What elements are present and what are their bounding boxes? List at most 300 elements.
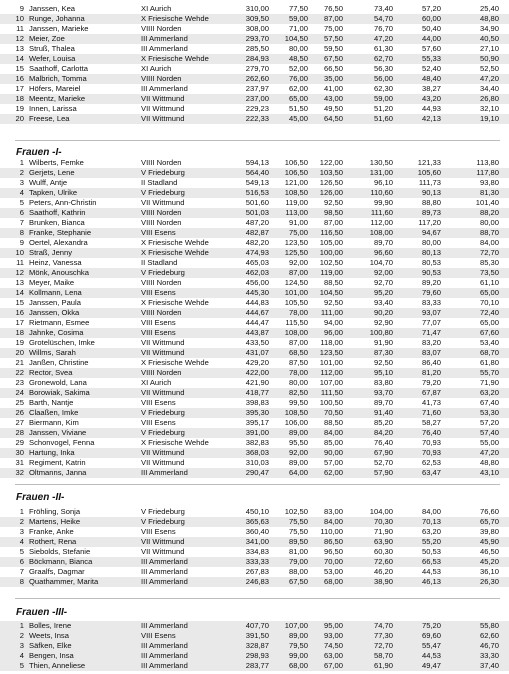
score-2-cell: 111,50 <box>320 388 343 397</box>
score-2-cell: 66,50 <box>323 64 343 73</box>
club-cell: V Friedeburg <box>141 188 185 197</box>
athlete-name-cell: Wefer, Louisa <box>29 54 76 63</box>
table-row <box>0 318 509 328</box>
score-3-cell: 56,30 <box>373 64 393 73</box>
score-3-cell: 100,80 <box>369 328 393 337</box>
score-4-cell: 58,27 <box>421 418 441 427</box>
athlete-name-cell: Runge, Johanna <box>29 14 85 23</box>
score-3-cell: 131,00 <box>369 168 393 177</box>
athlete-name-cell: Wilberts, Femke <box>29 158 84 167</box>
athlete-name-cell: Hartung, Inka <box>29 448 75 457</box>
score-1-cell: 89,00 <box>288 458 308 467</box>
score-5-cell: 37,40 <box>479 661 499 670</box>
athlete-name-cell: Struß, Thalea <box>29 44 75 53</box>
score-3-cell: 93,40 <box>373 298 393 307</box>
score-4-cell: 88,80 <box>421 198 441 207</box>
score-4-cell: 60,00 <box>421 14 441 23</box>
score-5-cell: 63,20 <box>479 388 499 397</box>
score-2-cell: 68,00 <box>323 577 343 586</box>
athlete-name-cell: Gerjets, Lene <box>29 168 75 177</box>
total-score-cell: 293,70 <box>245 34 269 43</box>
score-3-cell: 72,70 <box>373 641 393 650</box>
score-2-cell: 84,00 <box>323 428 343 437</box>
score-1-cell: 62,00 <box>288 84 308 93</box>
club-cell: III Ammerland <box>141 34 188 43</box>
score-4-cell: 77,07 <box>421 318 441 327</box>
score-2-cell: 92,50 <box>323 198 343 207</box>
rank-cell: 20 <box>15 348 24 357</box>
table-row <box>0 527 509 537</box>
club-cell: VIIII Norden <box>141 24 182 33</box>
score-4-cell: 55,33 <box>421 54 441 63</box>
score-5-cell: 39,80 <box>479 527 499 536</box>
score-5-cell: 40,50 <box>479 34 499 43</box>
athlete-name-cell: Meyer, Maike <box>29 278 75 287</box>
total-score-cell: 450,10 <box>245 507 269 516</box>
score-2-cell: 70,00 <box>323 557 343 566</box>
score-5-cell: 34,90 <box>479 24 499 33</box>
score-3-cell: 89,70 <box>373 398 393 407</box>
score-1-cell: 80,00 <box>288 44 308 53</box>
table-row <box>0 94 509 104</box>
total-score-cell: 445,30 <box>245 288 269 297</box>
score-2-cell: 123,50 <box>319 348 343 357</box>
rank-cell: 7 <box>19 567 24 576</box>
rank-cell: 13 <box>15 278 24 287</box>
score-1-cell: 107,00 <box>284 621 308 630</box>
score-2-cell: 103,50 <box>319 168 343 177</box>
score-5-cell: 55,80 <box>479 621 499 630</box>
score-1-cell: 92,00 <box>288 448 308 457</box>
score-2-cell: 110,00 <box>320 527 343 536</box>
table-row <box>0 228 509 238</box>
score-2-cell: 112,00 <box>320 368 343 377</box>
score-1-cell: 95,50 <box>288 438 308 447</box>
score-2-cell: 126,00 <box>319 188 343 197</box>
total-score-cell: 308,00 <box>245 24 269 33</box>
table-row <box>0 298 509 308</box>
score-1-cell: 108,00 <box>284 328 308 337</box>
score-2-cell: 90,00 <box>323 448 343 457</box>
score-3-cell: 89,70 <box>373 238 393 247</box>
total-score-cell: 285,50 <box>245 44 269 53</box>
score-4-cell: 71,47 <box>421 328 441 337</box>
score-3-cell: 95,20 <box>373 288 393 297</box>
score-5-cell: 55,00 <box>479 438 499 447</box>
total-score-cell: 290,47 <box>245 468 269 477</box>
rank-cell: 11 <box>16 258 24 267</box>
score-4-cell: 44,93 <box>421 104 441 113</box>
score-4-cell: 50,40 <box>421 24 441 33</box>
score-1-cell: 78,00 <box>288 308 308 317</box>
rank-cell: 2 <box>19 517 24 526</box>
section-heading: Frauen -I- <box>16 147 62 158</box>
score-1-cell: 75,50 <box>288 517 308 526</box>
score-2-cell: 88,50 <box>323 418 343 427</box>
score-4-cell: 57,20 <box>421 4 441 13</box>
athlete-name-cell: Janssen, Marieke <box>29 24 89 33</box>
club-cell: VII Wittmund <box>141 547 185 556</box>
score-1-cell: 71,00 <box>288 24 308 33</box>
score-2-cell: 100,50 <box>319 398 343 407</box>
score-1-cell: 87,00 <box>288 338 308 347</box>
score-2-cell: 111,00 <box>320 308 343 317</box>
score-2-cell: 96,50 <box>323 547 343 556</box>
score-1-cell: 102,50 <box>284 507 308 516</box>
table-row <box>0 188 509 198</box>
table-row <box>0 448 509 458</box>
score-5-cell: 26,80 <box>479 94 499 103</box>
total-score-cell: 501,60 <box>245 198 269 207</box>
score-2-cell: 93,00 <box>323 631 343 640</box>
score-4-cell: 44,53 <box>421 651 441 660</box>
score-3-cell: 47,20 <box>373 34 393 43</box>
total-score-cell: 474,93 <box>245 248 269 257</box>
club-cell: VIII Esens <box>141 318 176 327</box>
rank-cell: 19 <box>15 104 24 113</box>
score-4-cell: 83,33 <box>421 298 441 307</box>
rank-cell: 25 <box>15 398 24 407</box>
score-2-cell: 119,00 <box>320 268 343 277</box>
score-3-cell: 104,70 <box>369 258 393 267</box>
rank-cell: 15 <box>15 64 24 73</box>
score-5-cell: 113,80 <box>476 158 499 167</box>
table-row <box>0 258 509 268</box>
score-4-cell: 63,20 <box>421 527 441 536</box>
score-3-cell: 38,90 <box>373 577 393 586</box>
club-cell: III Ammerland <box>141 84 188 93</box>
score-1-cell: 52,00 <box>288 64 308 73</box>
total-score-cell: 334,83 <box>245 547 269 556</box>
score-3-cell: 90,20 <box>373 308 393 317</box>
score-4-cell: 62,53 <box>421 458 441 467</box>
club-cell: VIIII Norden <box>141 158 182 167</box>
score-2-cell: 96,00 <box>323 328 343 337</box>
rank-cell: 5 <box>19 661 24 670</box>
total-score-cell: 333,33 <box>245 557 269 566</box>
score-1-cell: 106,50 <box>284 168 308 177</box>
club-cell: VIIII Norden <box>141 208 182 217</box>
score-4-cell: 84,00 <box>421 507 441 516</box>
club-cell: VIII Esens <box>141 328 176 337</box>
club-cell: VIII Esens <box>141 418 176 427</box>
total-score-cell: 309,50 <box>245 14 269 23</box>
athlete-name-cell: Mönk, Anouschka <box>29 268 89 277</box>
score-4-cell: 55,20 <box>421 537 441 546</box>
athlete-name-cell: Innen, Larissa <box>29 104 77 113</box>
score-1-cell: 119,00 <box>285 198 308 207</box>
score-1-cell: 91,00 <box>288 218 308 227</box>
score-4-cell: 93,07 <box>421 308 441 317</box>
rank-cell: 24 <box>15 388 24 397</box>
table-row <box>0 507 509 517</box>
club-cell: X Friesische Wehde <box>141 54 209 63</box>
rank-cell: 11 <box>16 24 24 33</box>
section-heading: Frauen -II- <box>16 492 65 503</box>
club-cell: V Friedeburg <box>141 168 185 177</box>
score-5-cell: 27,10 <box>479 44 499 53</box>
score-3-cell: 67,90 <box>373 448 393 457</box>
score-4-cell: 81,20 <box>421 368 441 377</box>
score-1-cell: 88,00 <box>288 567 308 576</box>
score-3-cell: 76,70 <box>373 24 393 33</box>
score-3-cell: 60,30 <box>373 547 393 556</box>
table-row <box>0 517 509 527</box>
athlete-name-cell: Höfers, Mareiel <box>29 84 81 93</box>
score-5-cell: 55,70 <box>479 368 499 377</box>
table-row <box>0 44 509 54</box>
table-row <box>0 34 509 44</box>
total-score-cell: 310,03 <box>245 458 269 467</box>
table-row <box>0 178 509 188</box>
score-4-cell: 79,20 <box>421 378 441 387</box>
score-4-cell: 42,13 <box>421 114 441 123</box>
score-5-cell: 72,70 <box>479 248 499 257</box>
score-1-cell: 108,50 <box>284 188 308 197</box>
score-1-cell: 68,50 <box>288 348 308 357</box>
club-cell: V Friedeburg <box>141 408 185 417</box>
score-5-cell: 50,90 <box>479 54 499 63</box>
rank-cell: 3 <box>19 641 24 650</box>
athlete-name-cell: Janssen, Okka <box>29 308 80 317</box>
section-heading: Frauen -III- <box>16 607 68 618</box>
athlete-name-cell: Wulff, Antje <box>29 178 68 187</box>
score-2-cell: 105,00 <box>319 238 343 247</box>
athlete-name-cell: Bolles, Irene <box>29 621 72 630</box>
athlete-name-cell: Rector, Svea <box>29 368 73 377</box>
total-score-cell: 284,93 <box>245 54 269 63</box>
table-row <box>0 168 509 178</box>
score-3-cell: 71,90 <box>373 527 393 536</box>
score-1-cell: 59,00 <box>288 14 308 23</box>
total-score-cell: 229,23 <box>245 104 269 113</box>
score-5-cell: 45,20 <box>479 557 499 566</box>
score-1-cell: 101,00 <box>284 288 308 297</box>
rank-cell: 22 <box>15 368 24 377</box>
score-2-cell: 98,50 <box>323 208 343 217</box>
total-score-cell: 382,83 <box>245 438 269 447</box>
score-1-cell: 81,00 <box>288 547 308 556</box>
rank-cell: 9 <box>19 238 24 247</box>
score-1-cell: 115,50 <box>285 318 308 327</box>
table-row <box>0 621 509 631</box>
total-score-cell: 456,00 <box>245 278 269 287</box>
score-4-cell: 121,33 <box>417 158 441 167</box>
score-1-cell: 75,50 <box>288 527 308 536</box>
table-row <box>0 368 509 378</box>
table-row <box>0 547 509 557</box>
score-4-cell: 89,20 <box>421 278 441 287</box>
score-3-cell: 46,20 <box>373 567 393 576</box>
score-1-cell: 123,50 <box>284 238 308 247</box>
score-1-cell: 108,50 <box>284 408 308 417</box>
score-5-cell: 53,30 <box>479 408 499 417</box>
athlete-name-cell: Franke, Stephanie <box>29 228 92 237</box>
club-cell: X Friesische Wehde <box>141 438 209 447</box>
rank-cell: 9 <box>19 4 24 13</box>
athlete-name-cell: Graalfs, Dagmar <box>29 567 85 576</box>
total-score-cell: 421,90 <box>245 378 269 387</box>
total-score-cell: 341,00 <box>245 537 269 546</box>
table-row <box>0 4 509 14</box>
score-5-cell: 72,40 <box>479 308 499 317</box>
total-score-cell: 422,00 <box>245 368 269 377</box>
score-5-cell: 47,20 <box>479 448 499 457</box>
score-5-cell: 88,20 <box>479 208 499 217</box>
score-4-cell: 67,87 <box>421 388 441 397</box>
score-2-cell: 102,50 <box>319 258 343 267</box>
score-4-cell: 89,73 <box>421 208 441 217</box>
score-1-cell: 78,00 <box>288 368 308 377</box>
score-4-cell: 90,13 <box>421 188 441 197</box>
table-row <box>0 651 509 661</box>
club-cell: X Friesische Wehde <box>141 248 209 257</box>
rank-cell: 1 <box>19 507 24 516</box>
athlete-name-cell: Barth, Nantje <box>29 398 74 407</box>
score-4-cell: 66,53 <box>421 557 441 566</box>
score-4-cell: 83,20 <box>421 338 441 347</box>
score-3-cell: 84,20 <box>373 428 393 437</box>
club-cell: VIIII Norden <box>141 278 182 287</box>
athlete-name-cell: Oltmanns, Janna <box>29 468 87 477</box>
rank-cell: 6 <box>19 557 24 566</box>
total-score-cell: 237,97 <box>245 84 269 93</box>
rank-cell: 14 <box>15 54 24 63</box>
score-2-cell: 74,50 <box>323 641 343 650</box>
athlete-name-cell: Thien, Anneliese <box>29 661 86 670</box>
club-cell: VII Wittmund <box>141 448 185 457</box>
score-4-cell: 80,00 <box>421 238 441 247</box>
athlete-name-cell: Quathammer, Marita <box>29 577 99 586</box>
score-4-cell: 52,40 <box>421 64 441 73</box>
athlete-name-cell: Peters, Ann-Christin <box>29 198 97 207</box>
total-score-cell: 443,87 <box>245 328 269 337</box>
score-5-cell: 67,40 <box>479 398 499 407</box>
total-score-cell: 516,53 <box>245 188 269 197</box>
score-1-cell: 89,50 <box>288 537 308 546</box>
score-4-cell: 70,93 <box>421 448 441 457</box>
athlete-name-cell: Säfken, Elke <box>29 641 72 650</box>
table-row <box>0 398 509 408</box>
score-2-cell: 83,00 <box>323 507 343 516</box>
score-1-cell: 87,00 <box>288 268 308 277</box>
score-4-cell: 44,53 <box>421 567 441 576</box>
score-5-cell: 52,50 <box>479 64 499 73</box>
score-4-cell: 57,60 <box>421 44 441 53</box>
score-1-cell: 76,00 <box>288 74 308 83</box>
score-5-cell: 25,40 <box>479 4 499 13</box>
score-4-cell: 117,20 <box>418 218 441 227</box>
score-5-cell: 34,40 <box>479 84 499 93</box>
score-4-cell: 79,60 <box>421 288 441 297</box>
athlete-name-cell: Meier, Zoe <box>29 34 65 43</box>
score-2-cell: 104,50 <box>319 288 343 297</box>
table-row <box>0 378 509 388</box>
rank-cell: 23 <box>15 378 24 387</box>
score-5-cell: 46,50 <box>479 547 499 556</box>
club-cell: VIII Esens <box>141 398 176 407</box>
score-5-cell: 68,70 <box>479 348 499 357</box>
score-4-cell: 105,60 <box>417 168 441 177</box>
total-score-cell: 482,87 <box>245 228 269 237</box>
score-4-cell: 46,13 <box>421 577 441 586</box>
score-3-cell: 93,70 <box>373 388 393 397</box>
score-1-cell: 77,50 <box>288 4 308 13</box>
score-2-cell: 49,50 <box>323 104 343 113</box>
athlete-name-cell: Fröhling, Sonja <box>29 507 81 516</box>
score-3-cell: 76,40 <box>373 438 393 447</box>
table-row <box>0 468 509 478</box>
rank-cell: 16 <box>15 308 24 317</box>
rank-cell: 32 <box>15 468 24 477</box>
athlete-name-cell: Franke, Anke <box>29 527 74 536</box>
table-row <box>0 158 509 168</box>
score-2-cell: 70,50 <box>323 408 343 417</box>
score-4-cell: 43,20 <box>421 94 441 103</box>
score-5-cell: 46,70 <box>479 641 499 650</box>
total-score-cell: 549,13 <box>245 178 269 187</box>
score-3-cell: 130,50 <box>369 158 393 167</box>
score-1-cell: 89,00 <box>288 631 308 640</box>
club-cell: II Stadland <box>141 258 178 267</box>
score-5-cell: 33,30 <box>479 651 499 660</box>
table-row <box>0 24 509 34</box>
score-2-cell: 57,50 <box>323 34 343 43</box>
score-3-cell: 57,90 <box>373 468 393 477</box>
score-2-cell: 87,00 <box>323 14 343 23</box>
table-row <box>0 388 509 398</box>
score-5-cell: 85,30 <box>479 258 499 267</box>
score-2-cell: 62,00 <box>323 468 343 477</box>
athlete-name-cell: Weets, Insa <box>29 631 69 640</box>
rank-cell: 31 <box>15 458 24 467</box>
athlete-name-cell: Kollmann, Lena <box>29 288 82 297</box>
athlete-name-cell: Biermann, Kim <box>29 418 79 427</box>
athlete-name-cell: Siebolds, Stefanie <box>29 547 91 556</box>
score-3-cell: 83,80 <box>373 378 393 387</box>
score-3-cell: 91,40 <box>373 408 393 417</box>
athlete-name-cell: Brunken, Bianca <box>29 218 85 227</box>
total-score-cell: 310,00 <box>245 4 269 13</box>
score-4-cell: 38,27 <box>421 84 441 93</box>
club-cell: XI Aurich <box>141 4 172 13</box>
score-2-cell: 63,00 <box>323 651 343 660</box>
score-4-cell: 70,93 <box>421 438 441 447</box>
score-5-cell: 93,80 <box>479 178 499 187</box>
score-3-cell: 59,00 <box>373 94 393 103</box>
club-cell: V Friedeburg <box>141 507 185 516</box>
total-score-cell: 328,87 <box>245 641 269 650</box>
score-1-cell: 80,00 <box>288 378 308 387</box>
score-3-cell: 51,20 <box>373 104 393 113</box>
score-5-cell: 65,00 <box>479 288 499 297</box>
score-2-cell: 35,00 <box>323 74 343 83</box>
rank-cell: 1 <box>19 158 24 167</box>
total-score-cell: 246,83 <box>245 577 269 586</box>
table-row <box>0 631 509 641</box>
rank-cell: 21 <box>15 358 24 367</box>
score-1-cell: 48,50 <box>288 54 308 63</box>
score-4-cell: 86,40 <box>421 358 441 367</box>
score-1-cell: 65,00 <box>288 94 308 103</box>
club-cell: III Ammerland <box>141 621 188 630</box>
score-4-cell: 44,00 <box>421 34 441 43</box>
score-5-cell: 65,70 <box>479 517 499 526</box>
score-4-cell: 90,53 <box>421 268 441 277</box>
table-row <box>0 438 509 448</box>
score-4-cell: 83,07 <box>421 348 441 357</box>
table-row <box>0 268 509 278</box>
